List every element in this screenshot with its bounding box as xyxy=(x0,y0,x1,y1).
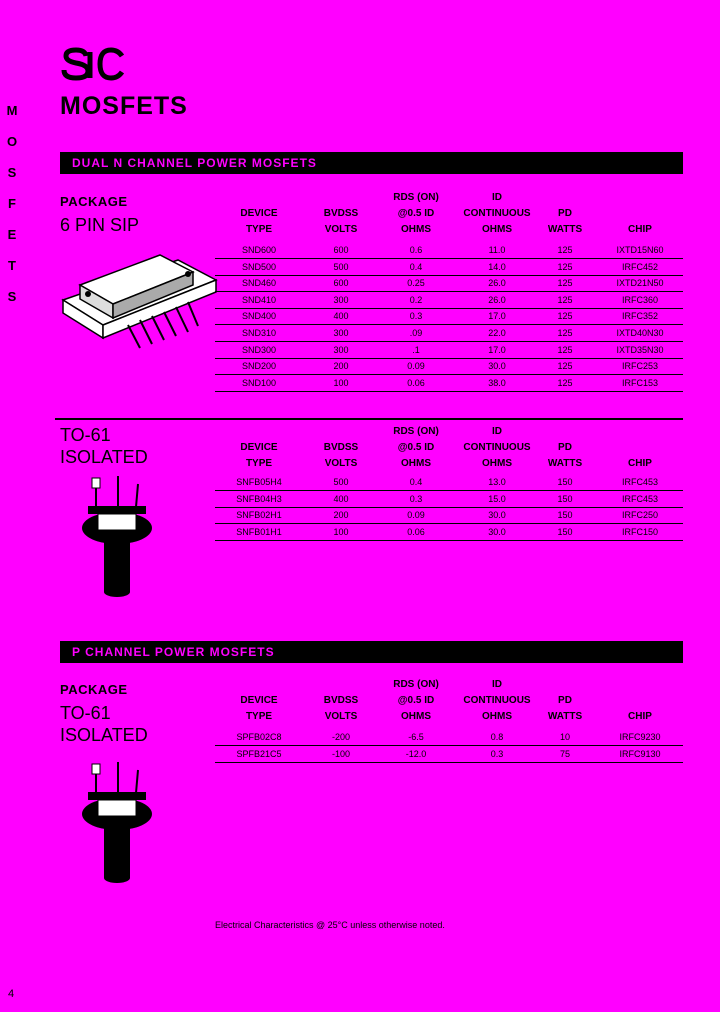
table-cell-rds: 0.3 xyxy=(409,311,423,322)
table-cell-device: SND600 xyxy=(241,245,277,255)
table-cell-device: SND410 xyxy=(241,294,277,305)
column-header-device: DEVICE xyxy=(240,695,278,706)
table-cell-id: 11.0 xyxy=(488,245,506,255)
table-cell-bv: 200 xyxy=(333,510,349,521)
column-header-device: DEVICE xyxy=(240,442,278,453)
column-header-bv: VOLTS xyxy=(324,224,358,235)
vertical-section-label xyxy=(4,95,20,312)
column-header-bv: BVDSS xyxy=(323,208,359,219)
table-cell-device: SNFB05H4 xyxy=(236,477,282,487)
table-cell-rds: -6.5 xyxy=(408,732,424,742)
table-cell-bv: 300 xyxy=(333,294,349,305)
table-cell-chip: IRFC352 xyxy=(621,311,658,322)
table-cell-id: 15.0 xyxy=(488,493,506,504)
column-header-rds: RDS (ON) xyxy=(393,192,439,203)
vertical-label-letter: S xyxy=(7,165,17,180)
table-cell-pd: 150 xyxy=(557,526,573,537)
package-label: PACKAGE xyxy=(60,682,128,697)
table-cell-id: 30.0 xyxy=(488,510,506,521)
vertical-label-letter: E xyxy=(7,227,17,242)
table-cell-chip: IRFC453 xyxy=(621,477,658,487)
table-cell-chip: IRFC360 xyxy=(621,294,658,305)
package-label: PACKAGE xyxy=(60,194,128,209)
column-header-rds: OHMS xyxy=(401,224,431,235)
table-cell-device: SND400 xyxy=(241,311,277,322)
column-header-device: DEVICE xyxy=(240,208,278,219)
table-cell-pd: 125 xyxy=(557,261,573,272)
column-header-chip: CHIP xyxy=(628,458,652,469)
column-header-rds: @0.5 ID xyxy=(397,442,435,453)
column-header-id: OHMS xyxy=(482,711,512,722)
table-cell-bv: 500 xyxy=(333,261,349,272)
company-logo xyxy=(60,44,130,84)
column-header-id: CONTINUOUS xyxy=(463,442,531,453)
table-cell-id: 0.3 xyxy=(490,748,504,759)
table-cell-bv: 100 xyxy=(333,526,349,537)
vertical-label-letter: M xyxy=(6,103,18,118)
table-cell-bv: 100 xyxy=(333,377,349,388)
column-header-rds: @0.5 ID xyxy=(397,208,435,219)
table-cell-rds: 0.4 xyxy=(409,261,423,272)
table-cell-id: 14.0 xyxy=(488,261,506,272)
column-header-device: TYPE xyxy=(245,458,273,469)
column-header-device: TYPE xyxy=(245,224,273,235)
table-cell-device: SNFB02H1 xyxy=(236,510,282,521)
column-header-id: OHMS xyxy=(482,224,512,235)
table-cell-pd: 150 xyxy=(557,510,573,521)
table-cell-chip: IRFC452 xyxy=(621,261,658,272)
column-header-bv: VOLTS xyxy=(324,458,358,469)
vertical-label-letter: F xyxy=(8,196,16,211)
table-row-rule xyxy=(215,762,683,763)
column-header-pd: PD xyxy=(558,695,572,706)
to61-package-illustration xyxy=(78,758,158,888)
table-cell-rds: 0.09 xyxy=(407,361,425,372)
column-header-id: OHMS xyxy=(482,458,512,469)
table-cell-rds: -12.0 xyxy=(405,748,427,759)
table-cell-bv: 600 xyxy=(333,245,349,255)
table-cell-bv: 300 xyxy=(333,328,349,338)
table-cell-pd: 125 xyxy=(557,377,573,388)
table-cell-bv: 400 xyxy=(333,493,349,504)
table-cell-id: 22.0 xyxy=(488,328,506,338)
table-cell-device: SND460 xyxy=(241,278,277,289)
table-cell-id: 13.0 xyxy=(488,477,506,487)
table-cell-chip: IXTD40N30 xyxy=(616,328,664,338)
table-cell-chip: IRFC153 xyxy=(621,377,658,388)
table-cell-device: SPFB21C5 xyxy=(236,748,282,759)
column-header-rds: RDS (ON) xyxy=(393,679,439,690)
table-cell-bv: 300 xyxy=(333,344,349,355)
table-cell-id: 17.0 xyxy=(488,311,506,322)
column-header-id: CONTINUOUS xyxy=(463,208,531,219)
table-cell-id: 17.0 xyxy=(488,344,506,355)
table-cell-chip: IRFC150 xyxy=(621,526,658,537)
vertical-label-letter: S xyxy=(7,289,17,304)
table-cell-bv: -100 xyxy=(331,748,350,759)
to61-package-illustration xyxy=(78,472,158,602)
table-cell-rds: 0.6 xyxy=(409,245,423,255)
package-type-line1: TO-61 xyxy=(60,703,111,723)
table-cell-id: 38.0 xyxy=(488,377,506,388)
column-header-pd: PD xyxy=(558,208,572,219)
table-cell-rds: .09 xyxy=(409,328,423,338)
column-header-id: ID xyxy=(492,192,502,203)
table-cell-pd: 125 xyxy=(557,311,573,322)
column-header-bv: BVDSS xyxy=(323,695,359,706)
table-cell-id: 30.0 xyxy=(488,526,506,537)
table-cell-device: SND500 xyxy=(241,261,277,272)
table-cell-pd: 125 xyxy=(557,328,573,338)
table-cell-pd: 150 xyxy=(557,477,573,487)
table-cell-chip: IXTD21N50 xyxy=(616,278,664,289)
column-header-rds: OHMS xyxy=(401,711,431,722)
table-cell-rds: .1 xyxy=(412,344,420,355)
table-cell-device: SNFB01H1 xyxy=(236,526,282,537)
column-header-chip: CHIP xyxy=(628,711,652,722)
table-cell-device: SND310 xyxy=(241,328,277,338)
column-header-rds: OHMS xyxy=(401,458,431,469)
table-cell-pd: 150 xyxy=(557,493,573,504)
table-cell-rds: 0.25 xyxy=(407,278,425,289)
table-cell-chip: IRFC9130 xyxy=(619,748,661,759)
package-type-line2: ISOLATED xyxy=(60,447,148,467)
table-cell-pd: 125 xyxy=(557,278,573,289)
table-cell-rds: 0.2 xyxy=(409,294,423,305)
table-cell-id: 0.8 xyxy=(490,732,504,742)
table-cell-device: SND300 xyxy=(241,344,277,355)
page-number: 4 xyxy=(8,988,15,1000)
package-type: 6 PIN SIP xyxy=(60,215,140,235)
section-divider xyxy=(55,418,683,420)
table-cell-chip: IRFC9230 xyxy=(619,732,661,742)
table-cell-bv: 500 xyxy=(333,477,349,487)
table-cell-pd: 75 xyxy=(559,748,570,759)
page-title: MOSFETS xyxy=(60,92,188,120)
column-header-device: TYPE xyxy=(245,711,273,722)
section-banner-dual-n-channel: DUAL N CHANNEL POWER MOSFETS xyxy=(60,152,683,174)
column-header-id: CONTINUOUS xyxy=(463,695,531,706)
table-cell-bv: 400 xyxy=(333,311,349,322)
table-cell-rds: 0.4 xyxy=(409,477,423,487)
section-banner-p-channel: P CHANNEL POWER MOSFETS xyxy=(60,641,683,663)
table-cell-bv: -200 xyxy=(331,732,350,742)
table-cell-device: SNFB04H3 xyxy=(236,493,282,504)
column-header-chip: CHIP xyxy=(628,224,652,235)
table-cell-device: SND100 xyxy=(241,377,277,388)
table-row-rule xyxy=(215,540,683,541)
footnote: Electrical Characteristics @ 25°C unless otherwise noted. xyxy=(215,920,445,930)
table-cell-chip: IXTD15N60 xyxy=(616,245,664,255)
table-cell-rds: 0.3 xyxy=(409,493,423,504)
column-header-bv: VOLTS xyxy=(324,711,358,722)
table-cell-bv: 200 xyxy=(333,361,349,372)
table-cell-rds: 0.06 xyxy=(407,526,425,537)
table-cell-chip: IXTD35N30 xyxy=(616,344,664,355)
table-cell-pd: 125 xyxy=(557,294,573,305)
table-cell-chip: IRFC453 xyxy=(621,493,658,504)
table-cell-pd: 125 xyxy=(557,344,573,355)
column-header-id: ID xyxy=(492,679,502,690)
table-cell-bv: 600 xyxy=(333,278,349,289)
table-cell-pd: 10 xyxy=(559,732,570,742)
package-type-line1: TO-61 xyxy=(60,425,111,445)
column-header-pd: PD xyxy=(558,442,572,453)
column-header-pd: WATTS xyxy=(547,458,583,469)
table-cell-rds: 0.06 xyxy=(407,377,425,388)
column-header-rds: RDS (ON) xyxy=(393,426,439,437)
table-row-rule xyxy=(215,391,683,392)
column-header-rds: @0.5 ID xyxy=(397,695,435,706)
package-type-line2: ISOLATED xyxy=(60,725,148,745)
table-cell-rds: 0.09 xyxy=(407,510,425,521)
table-cell-id: 26.0 xyxy=(488,294,506,305)
table-cell-chip: IRFC250 xyxy=(621,510,658,521)
vertical-label-letter: O xyxy=(6,134,18,149)
column-header-id: ID xyxy=(492,426,502,437)
table-cell-id: 26.0 xyxy=(488,278,506,289)
column-header-pd: WATTS xyxy=(547,711,583,722)
vertical-label-letter: T xyxy=(8,258,16,273)
table-cell-device: SPFB02C8 xyxy=(236,732,282,742)
table-cell-device: SND200 xyxy=(241,361,277,372)
table-cell-pd: 125 xyxy=(557,245,573,255)
column-header-pd: WATTS xyxy=(547,224,583,235)
column-header-bv: BVDSS xyxy=(323,442,359,453)
table-cell-id: 30.0 xyxy=(488,361,506,372)
table-cell-chip: IRFC253 xyxy=(621,361,658,372)
table-cell-pd: 125 xyxy=(557,361,573,372)
sip-package-illustration xyxy=(58,240,223,360)
